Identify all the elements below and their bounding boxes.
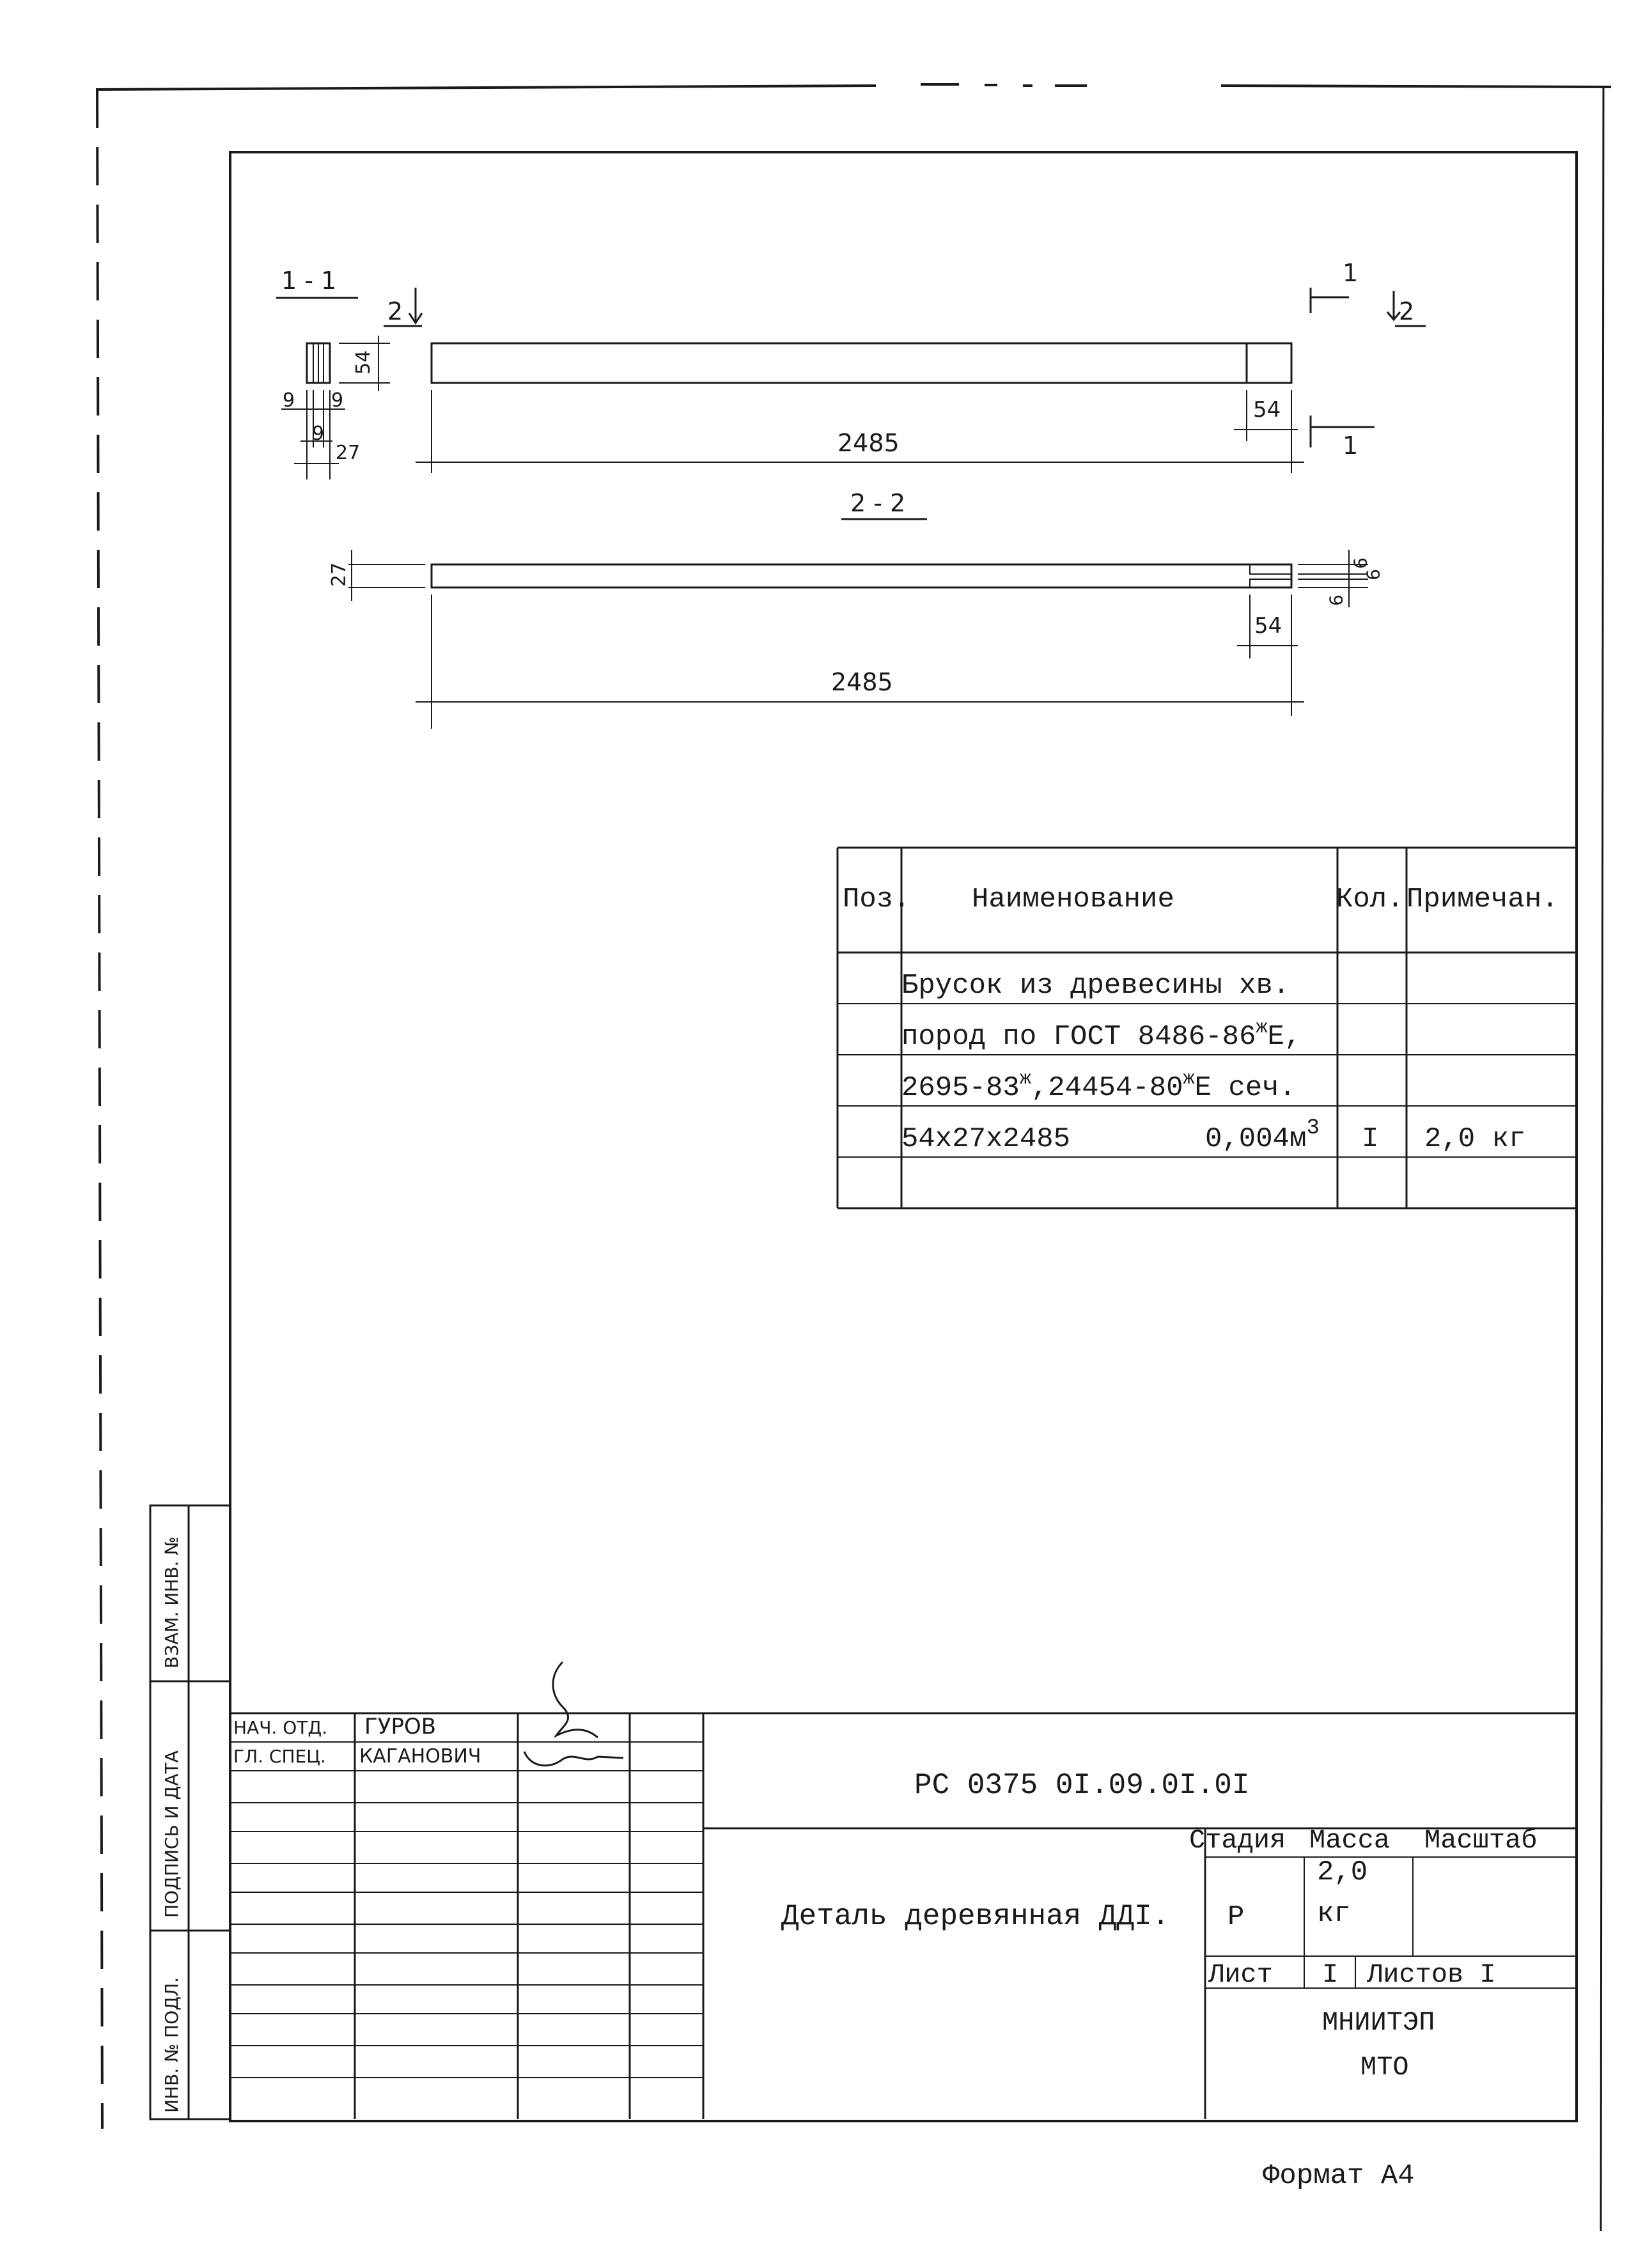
stamp-replace-inv: ВЗАМ. ИНВ. № (161, 1536, 182, 1668)
desc-line-2: пород по ГОСТ $8486-86^жЕ$, (901, 1017, 1302, 1053)
role-1: НАЧ. ОТД. (233, 1717, 328, 1738)
side-end-dim: 54 (1254, 613, 1282, 639)
section-1-label: 1 - 1 (281, 267, 337, 295)
row-mass: 2,0 кг (1424, 1123, 1526, 1155)
side-groove-b-dim: 9 (1362, 569, 1383, 580)
side-length-dim: 2485 (831, 668, 893, 696)
paper-format: Формат А4 (1263, 2160, 1415, 2192)
sheets-total: Листов I (1367, 1959, 1496, 1990)
section-1-1 (281, 336, 390, 479)
stage-value: Р (1227, 1901, 1245, 1933)
stamp-inv-orig: ИНВ. № ПОДЛ. (161, 1977, 182, 2113)
scale-label: Масштаб (1424, 1825, 1538, 1856)
cut-2-marker: 2 (387, 297, 403, 325)
section-2-label: 2 - 2 (850, 489, 906, 517)
mass-value: 2,0 (1317, 1856, 1368, 1888)
top-length-dim: 2485 (838, 429, 900, 457)
side-groove-a-dim: 9 (1350, 557, 1371, 569)
row-qty: I (1362, 1123, 1379, 1155)
section-1-left-dim: 9 (283, 389, 295, 412)
stamp-sign-date: ПОДПИСЬ И ДАТА (161, 1750, 182, 1918)
section-1-right-dim: 9 (331, 389, 344, 412)
row-volume: $0,004м^3$ (1205, 1116, 1320, 1155)
header-name: Наименование (972, 883, 1174, 915)
top-view-bar (432, 343, 1291, 383)
drawing-title: Деталь деревянная ДДI. (781, 1900, 1170, 1933)
name-1: ГУРОВ (364, 1714, 437, 1739)
mass-unit: кг (1317, 1898, 1351, 1930)
signature-1 (553, 1662, 598, 1738)
signature-2 (524, 1752, 623, 1766)
organization-2: МТО (1360, 2052, 1409, 2083)
sheet-label: Лист (1208, 1959, 1273, 1990)
spec-table (838, 848, 1577, 1208)
side-groove-c-dim: 9 (1325, 595, 1346, 606)
side-view-bar (432, 564, 1291, 587)
mass-label: Масса (1309, 1825, 1391, 1856)
section-1-height-dim: 54 (352, 350, 375, 375)
name-2: КАГАНОВИЧ (359, 1745, 481, 1768)
top-end-dim: 54 (1253, 397, 1281, 423)
row-size: 54х27х2485 (901, 1123, 1071, 1155)
header-qty: Кол. (1336, 883, 1404, 915)
cut-2-marker-right: 2 (1399, 297, 1415, 325)
document-code: РС 0375 0I.09.0I.0I (914, 1769, 1250, 1802)
section-1-mid-dim: 9 (312, 423, 325, 445)
header-note: Примечан. (1407, 883, 1559, 915)
top-view (276, 259, 1426, 519)
title-block (230, 1662, 1577, 2119)
desc-line-1: Брусок из древесины хв. (901, 970, 1290, 1002)
cut-1-marker: 1 (1343, 259, 1359, 287)
sheet-number: I (1322, 1959, 1339, 1990)
side-stamp (150, 1505, 230, 2119)
role-2: ГЛ. СПЕЦ. (233, 1746, 326, 1767)
organization-1: МНИИТЭП (1322, 2007, 1435, 2038)
section-1-width-dim: 27 (336, 442, 361, 464)
side-thickness-dim: 27 (328, 562, 350, 587)
desc-line-3: $2695-83^ж,24454-80^жЕ$ сеч. (901, 1068, 1296, 1104)
header-pos: Поз. (843, 883, 910, 915)
cut-1-marker-bottom: 1 (1343, 432, 1359, 460)
side-view (328, 550, 1383, 729)
stage-label: Стадия (1189, 1825, 1286, 1856)
